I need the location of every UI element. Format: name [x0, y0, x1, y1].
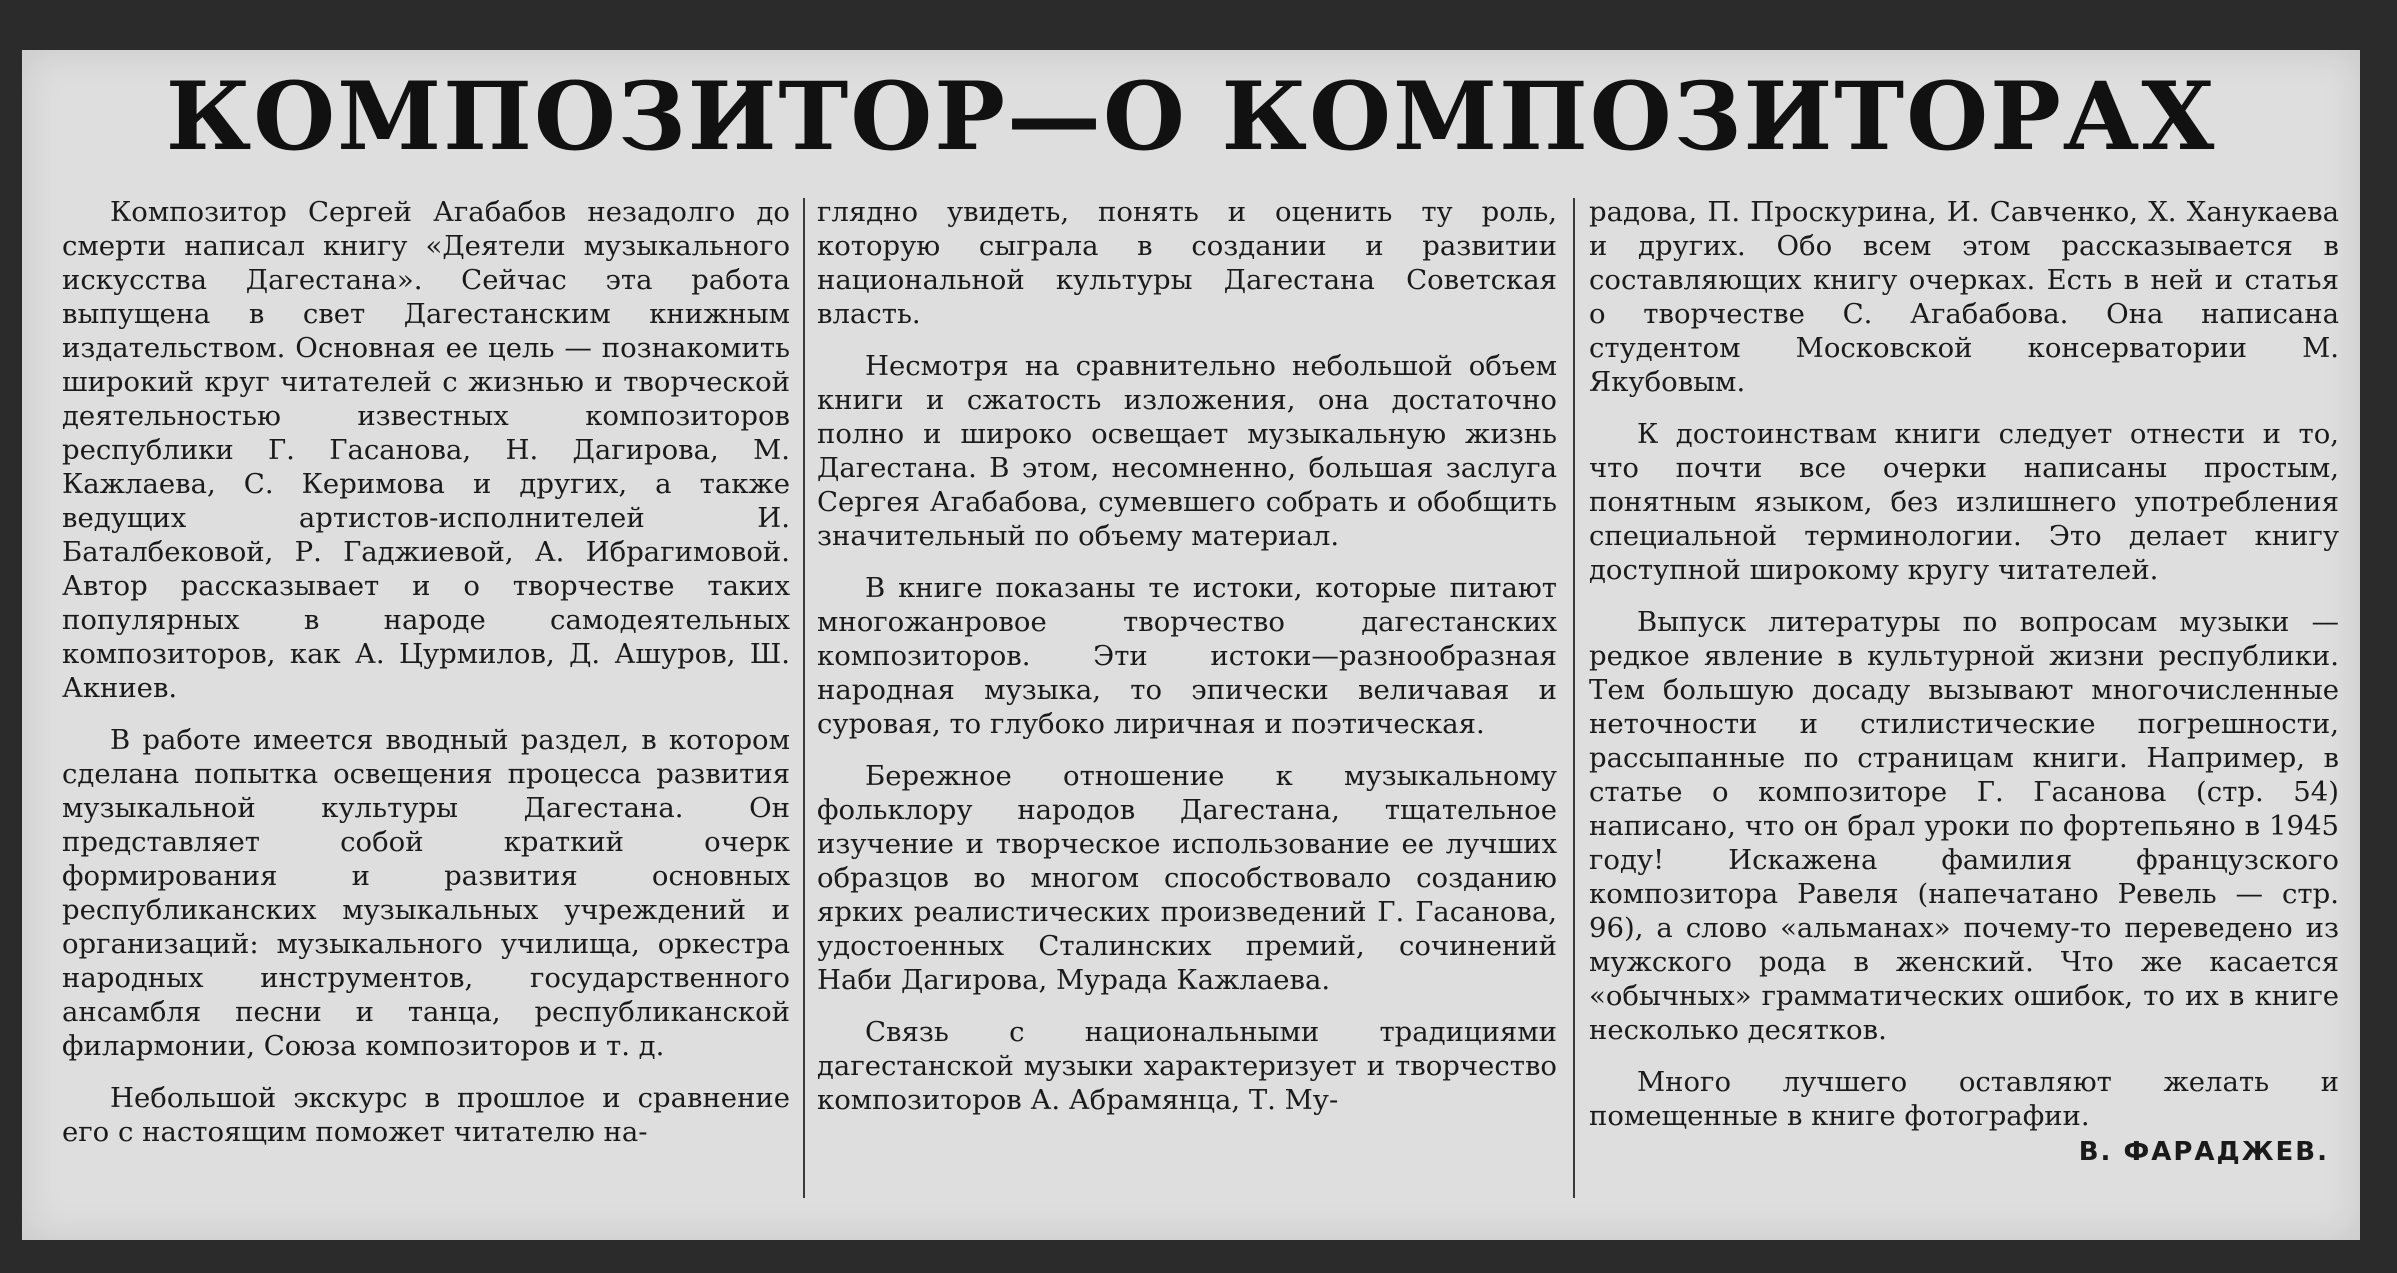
paragraph: Много лучшего оставляют желать и помещенные в книге фотографии.: [1589, 1066, 2339, 1132]
paragraph: Выпуск литературы по вопросам музыки — редкое явление в культурной жизни республики. Тем большую досаду вызывают многочисленные неточности и стилистические погрешности, рассыпанные по страницам книги. Например, в статье о композиторе Г. Гасанова (стр. 54) написано, что он брал уроки по фортепьяно в 1945 году! Искажена фамилия французского композитора Равеля (напечатано Ревель — стр. 96), а слово «альманах» почему-то переведено из мужского рода в женский. Что же касается «обычных» грамматических ошибок, то их в книге несколько десятков.: [1589, 606, 2339, 1046]
paragraph: глядно увидеть, понять и оценить ту роль, которую сыграла в создании и развитии национальной культуры Дагестана Советская власть.: [817, 196, 1557, 330]
headline: КОМПОЗИТОР—О КОМПОЗИТОРАХ: [165, 62, 2217, 172]
paragraph: Несмотря на сравнительно небольшой объем книги и сжатость изложения, она достаточно полно и широко освещает музыкальную жизнь Дагестана. В этом, несомненно, большая заслуга Сергея Агабабова, сумевшего собрать и обобщить значительный по объему материал.: [817, 350, 1557, 552]
paragraph: К достоинствам книги следует отнести и то, что почти все очерки написаны простым, понятным языком, без излишнего употребления специальной терминологии. Это делает книгу доступной широкому кругу читателей.: [1589, 418, 2339, 586]
author-signature: В. ФАРАДЖЕВ.: [2078, 1137, 2329, 1167]
column-2: [817, 195, 1557, 1135]
paragraph: В работе имеется вводный раздел, в котором сделана попытка освещения процесса развития музыкальной культуры Дагестана. Он представляет собой краткий очерк формирования и развития основных республиканских музыкальных учреждений и организаций: музыкального училища, оркестра народных инструментов, государственного ансамбля песни и танца, республиканской филармонии, Союза композиторов и т. д.: [62, 724, 790, 1062]
column-divider: [1573, 198, 1575, 1198]
paragraph: В книге показаны те истоки, которые питают многожанровое творчество дагестанских композиторов. Эти истоки—разнообразная народная музыка, то эпически величавая и суровая, то глубоко лиричная и поэтическая.: [817, 572, 1557, 740]
column-divider: [803, 198, 805, 1198]
column-3: [1589, 195, 2339, 1169]
paragraph: Композитор Сергей Агабабов незадолго до смерти написал книгу «Деятели музыкального искусства Дагестана». Сейчас эта работа выпущена в свет Дагестанским книжным издательством. Основная ее цель — познакомить широкий круг читателей с жизнью и творческой деятельностью известных композиторов республики Г. Гасанова, Н. Дагирова, М. Кажлаева, С. Керимова и других, а также ведущих артистов-исполнителей И. Баталбековой, Р. Гаджиевой, А. Ибрагимовой. Автор рассказывает и о творчестве таких популярных в народе самодеятельных композиторов, как А. Цурмилов, Д. Ашуров, Ш. Акниев.: [62, 196, 790, 704]
newspaper-clipping: [22, 50, 2360, 1240]
paragraph: Связь с национальными традициями дагестанской музыки характеризует и творчество композиторов А. Абрамянца, Т. Му-: [817, 1016, 1557, 1116]
paragraph: радова, П. Проскурина, И. Савченко, Х. Ханукаева и других. Обо всем этом рассказывается в составляющих книгу очерках. Есть в ней и статья о творчестве С. Агабабова. Она написана студентом Московской консерватории М. Якубовым.: [1589, 196, 2339, 398]
paragraph: Бережное отношение к музыкальному фольклору народов Дагестана, тщательное изучение и творческое использование ее лучших образцов во многом способствовало созданию ярких реалистических произведений Г. Гасанова, удостоенных Сталинских премий, сочинений Наби Дагирова, Мурада Кажлаева.: [817, 760, 1557, 996]
column-1: [62, 195, 790, 1167]
paragraph: Небольшой экскурс в прошлое и сравнение его с настоящим поможет читателю на-: [62, 1082, 790, 1148]
